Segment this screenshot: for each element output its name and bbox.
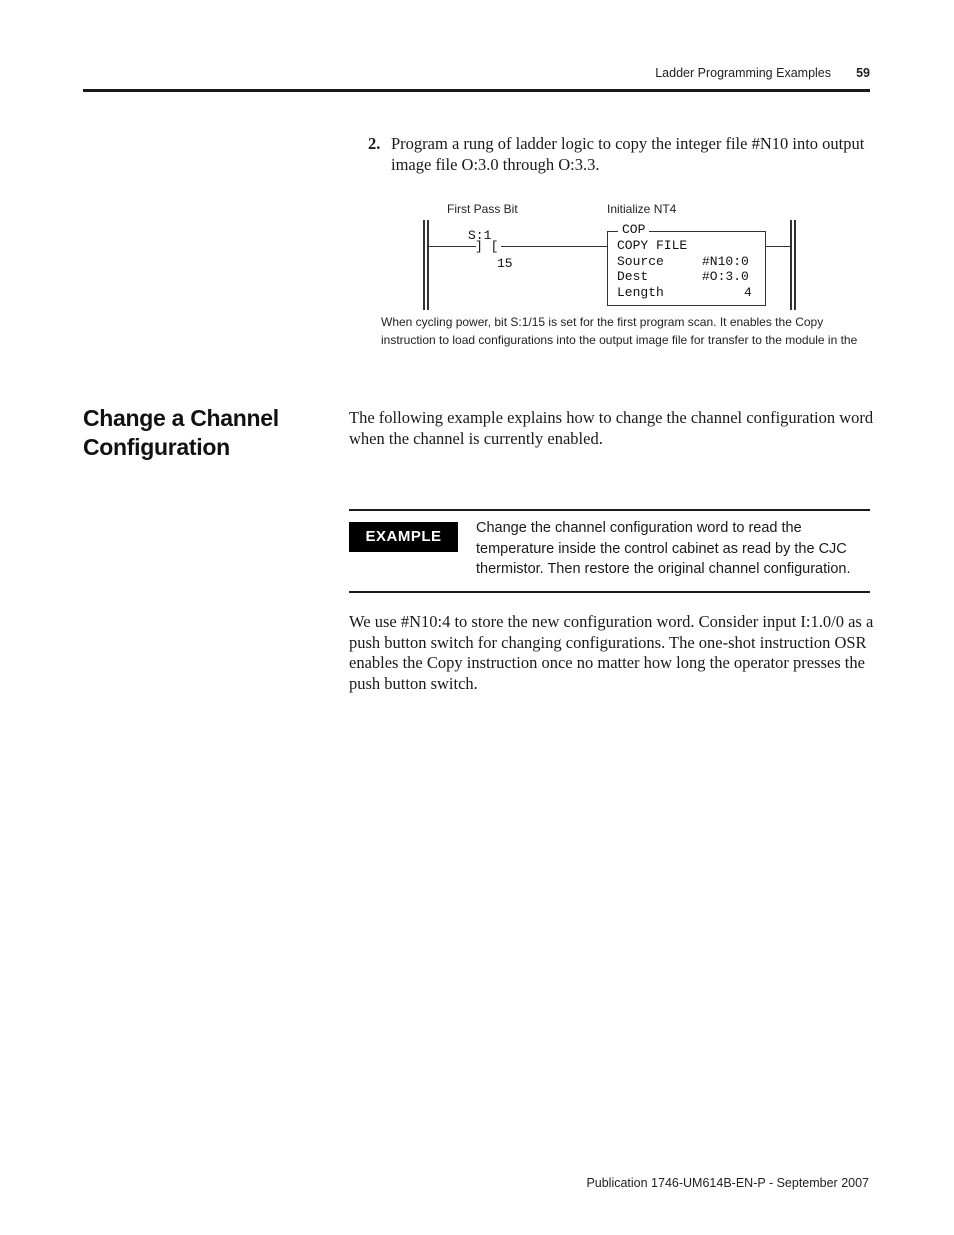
length-value: 4 [744, 285, 752, 300]
source-label: Source [617, 254, 664, 269]
right-rail-inner [790, 220, 792, 310]
running-header-title: Ladder Programming Examples [655, 66, 831, 80]
section-intro: The following example explains how to change the channel configuration word when the channel is currently enabled. [349, 408, 874, 448]
length-label: Length [617, 285, 664, 300]
body-paragraph: We use #N10:4 to store the new configuration word. Consider input I:1.0/0 as a push button switch for changing configurations. The one-shot instruction OSR enables the Copy instruction once no matter how long the operator presses the push button switch. [349, 612, 874, 693]
page-number: 59 [856, 66, 870, 80]
rung-wire-left [429, 246, 476, 247]
example-badge: EXAMPLE [349, 522, 458, 552]
cop-title: COP [618, 222, 649, 237]
section-heading-line-2: Configuration [83, 434, 230, 460]
caption-line-2: instruction to load configurations into the output image file for transfer to the module in the [381, 333, 858, 347]
contact-bit: 15 [497, 256, 513, 271]
left-rail-inner [427, 220, 429, 310]
rung-wire-right [765, 246, 790, 247]
right-rail-outer [794, 220, 796, 310]
contact-label: First Pass Bit [447, 202, 518, 216]
source-value: #N10:0 [702, 254, 749, 269]
diagram-caption [381, 313, 871, 349]
example-bottom-rule [349, 591, 870, 593]
section-heading [83, 404, 323, 462]
example-text: Change the channel configuration word to read the temperature inside the control cabinet as read by the CJC thermistor. Then restore the original channel configuration. [476, 520, 851, 577]
example-top-rule [349, 509, 870, 511]
rung-wire-middle [501, 246, 607, 247]
step-text: Program a rung of ladder logic to copy the integer file #N10 into output image file O:3.0 through O:3.3. [391, 134, 865, 174]
left-rail-outer [423, 220, 425, 310]
caption-line-1: When cycling power, bit S:1/15 is set for the first program scan. It enables the Copy [381, 315, 824, 329]
publication-footer: Publication 1746-UM614B-EN-P - September 2007 [586, 1176, 869, 1190]
dest-value: #O:3.0 [702, 269, 749, 284]
header-rule [83, 89, 870, 92]
dest-label: Dest [617, 269, 649, 284]
cop-name: COPY FILE [617, 238, 688, 253]
section-heading-line-1: Change a Channel [83, 405, 279, 431]
contact-address: S:1 [468, 228, 492, 243]
output-label: Initialize NT4 [607, 202, 677, 216]
contact-symbol: ] [ [475, 239, 499, 254]
step-number: 2. [368, 134, 381, 153]
